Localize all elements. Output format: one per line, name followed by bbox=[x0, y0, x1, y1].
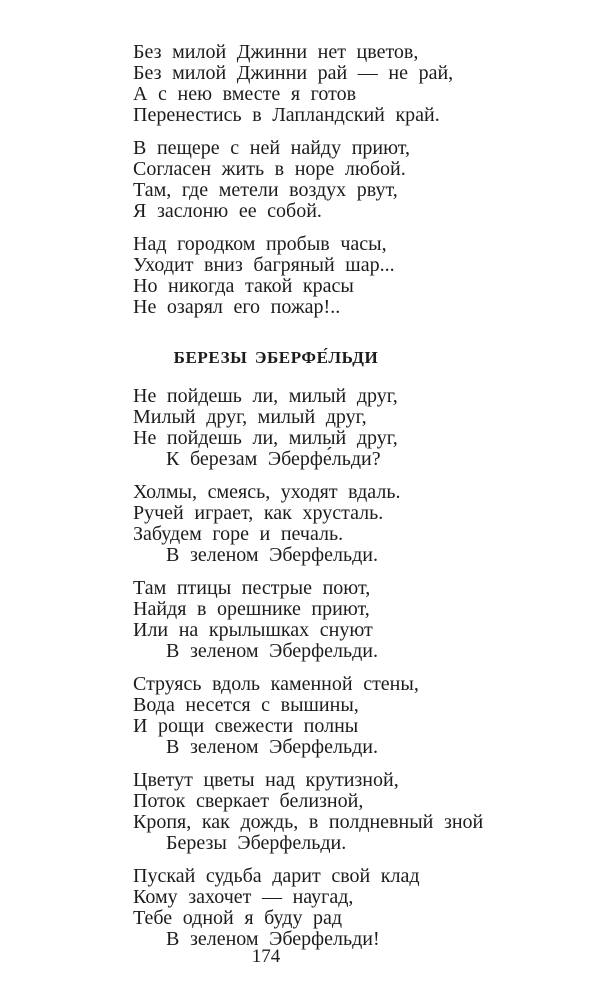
poem-line: Поток сверкает белизной, bbox=[133, 790, 364, 812]
poem-line: Не пойдешь ли, милый друг, bbox=[133, 427, 398, 449]
poem-line: В зеленом Эберфельди. bbox=[166, 544, 378, 566]
poem-text bbox=[133, 42, 483, 962]
poem-line: Там птицы пестрые поют, bbox=[133, 577, 371, 599]
page-number: 174 bbox=[251, 946, 281, 967]
poem-line: Я заслоню ее собой. bbox=[133, 200, 322, 222]
poem-line: Струясь вдоль каменной стены, bbox=[133, 673, 419, 695]
poem-line: Кропя, как дождь, в полдневный зной bbox=[133, 811, 484, 833]
poem-line: Пускай судьба дарит свой клад bbox=[133, 865, 420, 887]
stanza bbox=[133, 482, 483, 566]
poem-line: Не озарял его пожар!.. bbox=[133, 296, 341, 318]
stanza bbox=[133, 138, 483, 222]
stanza bbox=[133, 866, 483, 950]
poem-line: Без милой Джинни рай — не рай, bbox=[133, 62, 454, 84]
poem-line: Не пойдешь ли, милый друг, bbox=[133, 385, 398, 407]
poem-line: Найдя в орешнике приют, bbox=[133, 598, 370, 620]
stanza bbox=[133, 386, 483, 470]
poem-line: Холмы, смеясь, уходят вдаль. bbox=[133, 481, 401, 503]
poem-line: Кому захочет — наугад, bbox=[133, 886, 354, 908]
poem-line: Ручей играет, как хрусталь. bbox=[133, 502, 384, 524]
stanza bbox=[133, 42, 483, 126]
poem-line: Милый друг, милый друг, bbox=[133, 406, 367, 428]
poem-line: Перенестись в Лапландский край. bbox=[133, 104, 440, 126]
poem-line: Цветут цветы над крутизной, bbox=[133, 769, 399, 791]
poem-line: А с нею вместе я готов bbox=[133, 83, 357, 105]
poem-line: Тебе одной я буду рад bbox=[133, 907, 343, 929]
poem-line: К березам Эберфе́льди? bbox=[166, 448, 381, 470]
poem-line: Забудем горе и печаль. bbox=[133, 523, 344, 545]
poem-line: Или на крылышках снуют bbox=[133, 619, 373, 641]
poem-line: В зеленом Эберфельди! bbox=[166, 928, 380, 950]
poem-title: БЕРЕЗЫ ЭБЕРФЕ́ЛЬДИ bbox=[173, 348, 379, 367]
poem-line: И рощи свежести полны bbox=[133, 715, 359, 737]
poem-line: Там, где метели воздух рвут, bbox=[133, 179, 398, 201]
poem-line: Без милой Джинни нет цветов, bbox=[133, 41, 419, 63]
poem-line: В зеленом Эберфельди. bbox=[166, 736, 378, 758]
stanza bbox=[133, 770, 483, 854]
poem-line: Но никогда такой красы bbox=[133, 275, 354, 297]
poem-line: Уходит вниз багряный шар... bbox=[133, 254, 395, 276]
poem-line: В зеленом Эберфельди. bbox=[166, 640, 378, 662]
stanza bbox=[133, 674, 483, 758]
poem-line: Согласен жить в норе любой. bbox=[133, 158, 406, 180]
poem-line: Березы Эберфельди. bbox=[166, 832, 347, 854]
poem-line: Над городком пробыв часы, bbox=[133, 233, 387, 255]
poem-line: В пещере с ней найду приют, bbox=[133, 137, 411, 159]
stanza bbox=[133, 578, 483, 662]
stanza bbox=[133, 234, 483, 318]
poem-line: Вода несется с вышины, bbox=[133, 694, 359, 716]
